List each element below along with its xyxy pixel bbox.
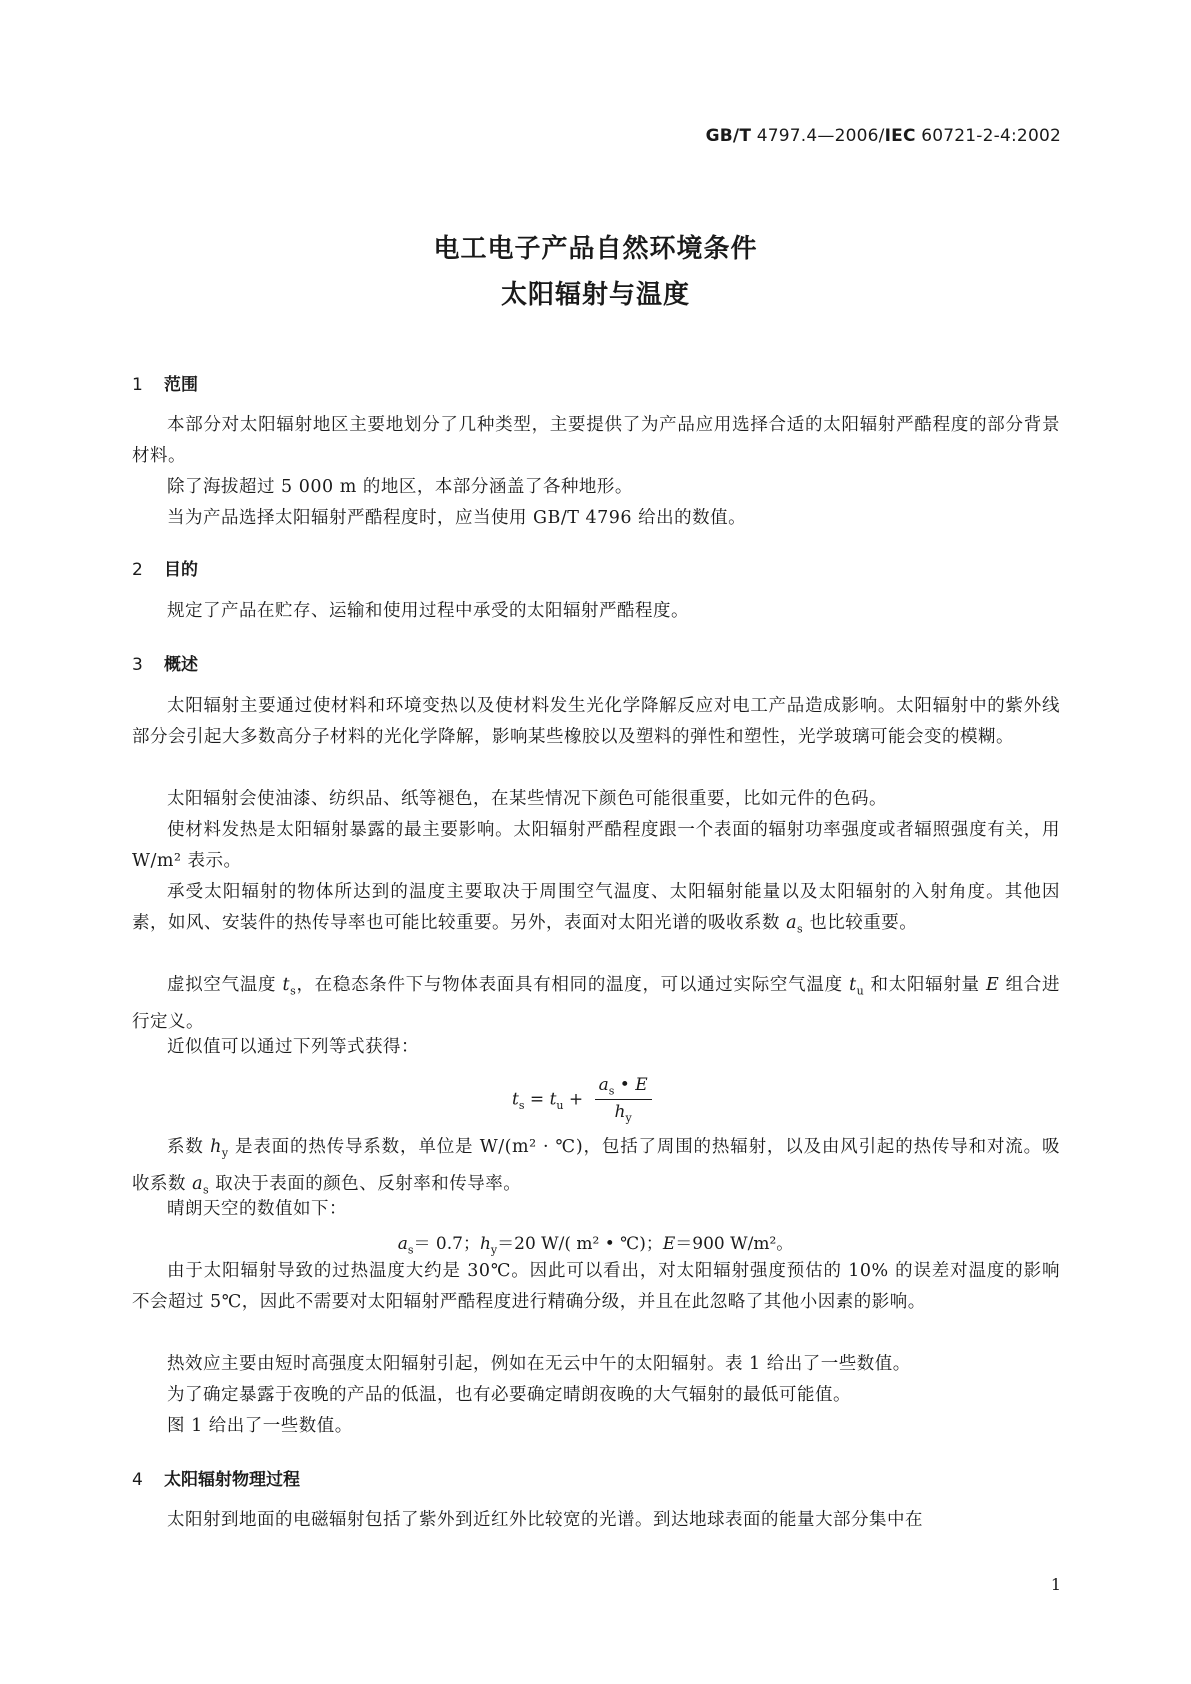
paragraph: 规定了产品在贮存、运输和使用过程中承受的太阳辐射严酷程度。 xyxy=(167,601,689,621)
section-heading-2: 2 目的 xyxy=(132,560,198,580)
paragraph: 除了海拔超过 5 000 m 的地区，本部分涵盖了各种地形。 xyxy=(167,477,633,497)
document-title-line2: 太阳辐射与温度 xyxy=(500,280,690,310)
paragraph: 系数 $h_y$ 是表面的热传导系数，单位是 W/(m² · ℃)，包括了周围的热辐射，以及由风引起的热传导和对流。吸收系数 $a_s$ 取决于表面的颜色、反射率和传导率。 xyxy=(132,1137,1060,1196)
formula-clear-sky-values: $a_s= 0.7$；$h_y=20$ W/( m² • ℃)；E＝900 W/m²。 xyxy=(397,1234,794,1257)
paragraph: 使材料发热是太阳辐射暴露的最主要影响。太阳辐射严酷程度跟一个表面的辐射功率强度或者辐照强度有关，用 W/m² 表示。 xyxy=(132,820,1060,871)
section-heading-3: 3 概述 xyxy=(132,655,198,675)
section-heading-1: 1 范围 xyxy=(132,375,198,395)
paragraph: 太阳射到地面的电磁辐射包括了紫外到近红外比较宽的光谱。到达地球表面的能量大部分集中在 xyxy=(167,1510,923,1530)
fraction: $\frac{a_s • E}{h_y}$ xyxy=(595,1075,652,1125)
paragraph: 太阳辐射会使油漆、纺织品、纸等褪色，在某些情况下颜色可能很重要，比如元件的色码。 xyxy=(167,789,887,809)
formula-surface-temperature: $t_s = t_u$ + $\frac{a_s • E}{h_y}$ xyxy=(512,1075,652,1125)
standard-code: GB/T 4797.4—2006/IEC 60721-2-4:2002 xyxy=(705,126,1061,146)
paragraph: 近似值可以通过下列等式获得： xyxy=(167,1037,419,1057)
paragraph: 承受太阳辐射的物体所达到的温度主要取决于周围空气温度、太阳辐射能量以及太阳辐射的入射角度。其他因素，如风、安装件的热传导率也可能比较重要。另外，表面对太阳光谱的吸收系数 $a_s$ 也比较重要。 xyxy=(132,882,1060,936)
paragraph: 本部分对太阳辐射地区主要地划分了几种类型，主要提供了为产品应用选择合适的太阳辐射严酷程度的部分背景材料。 xyxy=(132,415,1060,466)
paragraph: 图 1 给出了一些数值。 xyxy=(167,1416,353,1436)
section-heading-4: 4 太阳辐射物理过程 xyxy=(132,1470,300,1490)
paragraph: 太阳辐射主要通过使材料和环境变热以及使材料发生光化学降解反应对电工产品造成影响。太阳辐射中的紫外线部分会引起大多数高分子材料的光化学降解，影响某些橡胶以及塑料的弹性和塑性，光学玻璃可能会变的模糊。 xyxy=(132,696,1060,747)
paragraph: 热效应主要由短时高强度太阳辐射引起，例如在无云中午的太阳辐射。表 1 给出了一些数值。 xyxy=(167,1354,911,1374)
paragraph: 由于太阳辐射导致的过热温度大约是 30℃。因此可以看出，对太阳辐射强度预估的 10% 的误差对温度的影响不会超过 5℃，因此不需要对太阳辐射严酷程度进行精确分级，并且在此忽略了其他小因素的影响。 xyxy=(132,1261,1060,1312)
paragraph: 为了确定暴露于夜晚的产品的低温，也有必要确定晴朗夜晚的大气辐射的最低可能值。 xyxy=(167,1385,851,1405)
document-title-line1: 电工电子产品自然环境条件 xyxy=(433,234,758,264)
paragraph: 当为产品选择太阳辐射严酷程度时，应当使用 GB/T 4796 给出的数值。 xyxy=(167,508,747,528)
paragraph: 虚拟空气温度 $t_s$，在稳态条件下与物体表面具有相同的温度，可以通过实际空气温度 $t_u$ 和太阳辐射量 E 组合进行定义。 xyxy=(132,975,1060,1032)
paragraph: 晴朗天空的数值如下： xyxy=(167,1199,347,1219)
page-number: 1 xyxy=(1050,1575,1061,1594)
